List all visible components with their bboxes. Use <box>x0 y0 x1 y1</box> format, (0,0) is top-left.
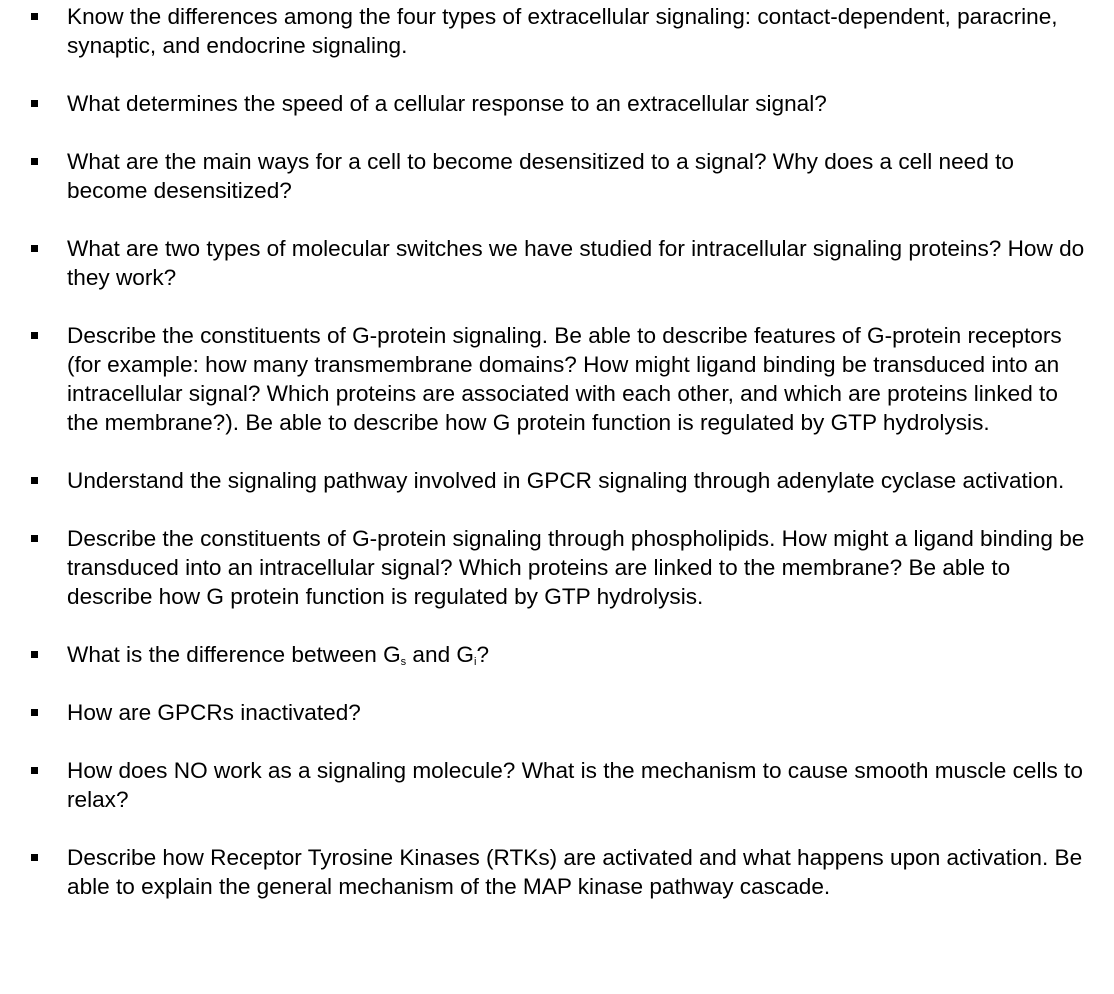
square-bullet-icon <box>31 158 38 165</box>
question-text-5: Describe the constituents of G-protein signaling. Be able to describe features of G-protein receptors (for example: how many transmembrane domains? How might ligand binding be transduced into an intracellular signal? Which proteins are associated with each other, and which are proteins linked to the membrane?). Be able to describe how G protein function is regulated by GTP hydrolysis. <box>67 323 1062 435</box>
square-bullet-icon <box>31 100 38 107</box>
question-8-text-middle: and G <box>406 642 474 667</box>
square-bullet-icon <box>31 854 38 861</box>
question-text-7: Describe the constituents of G-protein signaling through phospholipids. How might a ligand binding be transduced into an intracellular signal? Which proteins are linked to the membrane? Be able to describe how G protein function is regulated by GTP hydrolysis. <box>67 526 1085 609</box>
question-text-8 <box>67 640 1094 669</box>
question-text-4: What are two types of molecular switches we have studied for intracellular signaling proteins? How do they work? <box>67 236 1085 290</box>
question-8-text-before: What is the difference between G <box>67 642 401 667</box>
question-item-9 <box>0 698 1114 727</box>
question-text-3: What are the main ways for a cell to become desensitized to a signal? Why does a cell need to become desensitized? <box>67 149 1014 203</box>
square-bullet-icon <box>31 13 38 20</box>
square-bullet-icon <box>31 767 38 774</box>
question-item-10 <box>0 756 1114 814</box>
subscript-i: i <box>473 656 477 668</box>
question-text-9: How are GPCRs inactivated? <box>67 700 361 725</box>
study-question-list <box>0 2 1114 930</box>
question-text-10: How does NO work as a signaling molecule? What is the mechanism to cause smooth muscle cells to relax? <box>67 758 1083 812</box>
question-item-3 <box>0 147 1114 205</box>
question-item-4 <box>0 234 1114 292</box>
square-bullet-icon <box>31 651 38 658</box>
question-item-5 <box>0 321 1114 437</box>
square-bullet-icon <box>31 709 38 716</box>
question-item-6 <box>0 466 1114 495</box>
question-8-text-after: ? <box>476 642 490 667</box>
square-bullet-icon <box>31 245 38 252</box>
question-item-11 <box>0 843 1114 901</box>
square-bullet-icon <box>31 477 38 484</box>
question-text-1: Know the differences among the four types of extracellular signaling: contact-dependent, paracrine, synaptic, and endocrine signaling. <box>67 4 1058 58</box>
question-text-2: What determines the speed of a cellular response to an extracellular signal? <box>67 91 827 116</box>
question-text-6: Understand the signaling pathway involved in GPCR signaling through adenylate cyclase activation. <box>67 468 1065 493</box>
question-item-1 <box>0 2 1114 60</box>
square-bullet-icon <box>31 535 38 542</box>
question-item-8 <box>0 640 1114 669</box>
square-bullet-icon <box>31 332 38 339</box>
subscript-s: s <box>400 656 407 668</box>
question-item-2 <box>0 89 1114 118</box>
question-text-11: Describe how Receptor Tyrosine Kinases (RTKs) are activated and what happens upon activation. Be able to explain the general mechanism of the MAP kinase pathway cascade. <box>67 845 1083 899</box>
question-item-7 <box>0 524 1114 611</box>
